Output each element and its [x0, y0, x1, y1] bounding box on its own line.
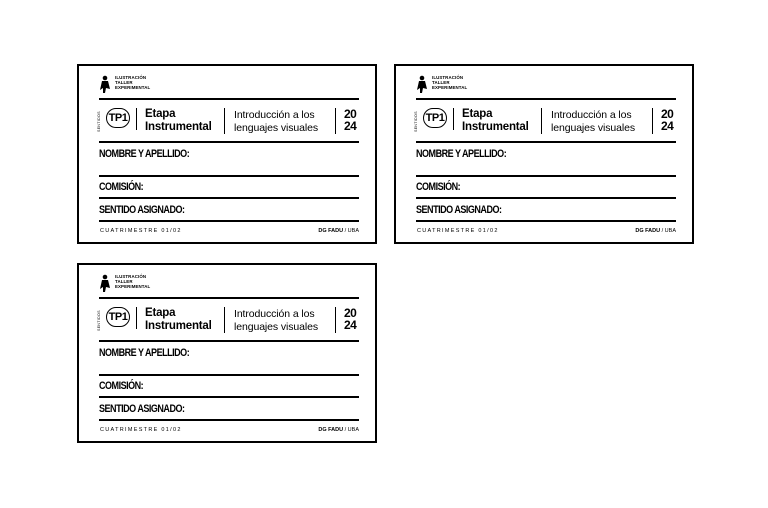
sense-field-label: SENTIDO ASIGNADO:	[99, 204, 185, 216]
illustrator-figure-icon	[416, 75, 428, 93]
year-top: 20	[344, 306, 357, 320]
stage-title	[462, 108, 529, 134]
institution-rest: / UBA	[660, 228, 676, 234]
divider	[224, 307, 225, 333]
divider	[136, 307, 137, 329]
logo-line-3: EXPERIMENTAL	[115, 85, 151, 90]
header-rule	[99, 98, 359, 100]
stage-title	[145, 108, 212, 134]
course-line-2: lenguajes visuales	[551, 122, 636, 134]
year	[344, 108, 356, 132]
logo-line-1: ILUSTRACIÓN	[115, 274, 147, 279]
rule	[416, 197, 676, 199]
rule	[416, 220, 676, 222]
name-field-label: NOMBRE Y APELLIDO:	[416, 148, 507, 160]
divider	[335, 307, 336, 333]
illustrator-figure-icon	[99, 75, 111, 93]
stage-line-1: Etapa	[145, 108, 176, 120]
year	[344, 307, 356, 331]
institution-label	[318, 228, 359, 234]
year-top: 20	[344, 107, 357, 121]
workshop-logo	[99, 274, 150, 292]
name-field-label: NOMBRE Y APELLIDO:	[99, 148, 190, 160]
logo-line-1: ILUSTRACIÓN	[115, 75, 147, 80]
institution-bold: DG FADU	[318, 427, 344, 433]
workshop-logo	[99, 75, 150, 93]
side-label: SENTIDOS	[97, 310, 101, 331]
divider	[335, 108, 336, 134]
year-bottom: 24	[661, 119, 674, 133]
divider	[224, 108, 225, 134]
header-rule	[416, 98, 676, 100]
divider	[136, 108, 137, 130]
course-line-1: Introducción a los	[234, 308, 315, 320]
institution-bold: DG FADU	[318, 228, 344, 234]
institution-label	[318, 427, 359, 433]
side-label: SENTIDOS	[414, 111, 418, 132]
sense-field-label: SENTIDO ASIGNADO:	[416, 204, 502, 216]
label-card-2	[394, 64, 694, 244]
stage-line-1: Etapa	[462, 108, 493, 120]
course-line-1: Introducción a los	[234, 109, 315, 121]
year	[661, 108, 673, 132]
tp-badge: TP1	[423, 108, 447, 128]
commission-field-label: COMISIÓN:	[99, 181, 144, 193]
side-label: SENTIDOS	[97, 111, 101, 132]
term-label: CUATRIMESTRE 01/02	[417, 228, 499, 234]
workshop-logo	[416, 75, 467, 93]
term-label: CUATRIMESTRE 01/02	[100, 427, 182, 433]
illustrator-figure-icon	[99, 274, 111, 292]
name-field-label: NOMBRE Y APELLIDO:	[99, 347, 190, 359]
tp-badge: TP1	[106, 307, 130, 327]
rule	[99, 175, 359, 177]
stage-line-2: Instrumental	[462, 121, 529, 133]
sense-field-label: SENTIDO ASIGNADO:	[99, 403, 185, 415]
label-card-3	[77, 263, 377, 443]
stage-title	[145, 307, 212, 333]
logo-line-3: EXPERIMENTAL	[432, 85, 468, 90]
logo-line-2: TALLER	[115, 279, 133, 284]
stage-line-1: Etapa	[145, 307, 176, 319]
commission-field-label: COMISIÓN:	[99, 380, 144, 392]
rule	[99, 340, 359, 342]
divider	[453, 108, 454, 130]
stage-line-2: Instrumental	[145, 121, 212, 133]
logo-line-2: TALLER	[115, 80, 133, 85]
rule	[99, 141, 359, 143]
stage-line-2: Instrumental	[145, 320, 212, 332]
rule	[99, 396, 359, 398]
rule	[99, 197, 359, 199]
logo-line-2: TALLER	[432, 80, 450, 85]
rule	[99, 374, 359, 376]
term-label: CUATRIMESTRE 01/02	[100, 228, 182, 234]
logo-line-3: EXPERIMENTAL	[115, 284, 151, 289]
course-title	[234, 109, 318, 135]
course-line-2: lenguajes visuales	[234, 122, 319, 134]
divider	[541, 108, 542, 134]
course-line-2: lenguajes visuales	[234, 321, 319, 333]
tp-badge: TP1	[106, 108, 130, 128]
rule	[99, 419, 359, 421]
course-line-1: Introducción a los	[551, 109, 632, 121]
rule	[416, 175, 676, 177]
header-rule	[99, 297, 359, 299]
course-title	[551, 109, 635, 135]
institution-rest: / UBA	[343, 228, 359, 234]
rule	[99, 220, 359, 222]
year-top: 20	[661, 107, 674, 121]
institution-rest: / UBA	[343, 427, 359, 433]
institution-label	[635, 228, 676, 234]
commission-field-label: COMISIÓN:	[416, 181, 461, 193]
course-title	[234, 308, 318, 334]
label-card-1	[77, 64, 377, 244]
rule	[416, 141, 676, 143]
divider	[652, 108, 653, 134]
year-bottom: 24	[344, 119, 357, 133]
year-bottom: 24	[344, 318, 357, 332]
institution-bold: DG FADU	[635, 228, 661, 234]
logo-line-1: ILUSTRACIÓN	[432, 75, 464, 80]
